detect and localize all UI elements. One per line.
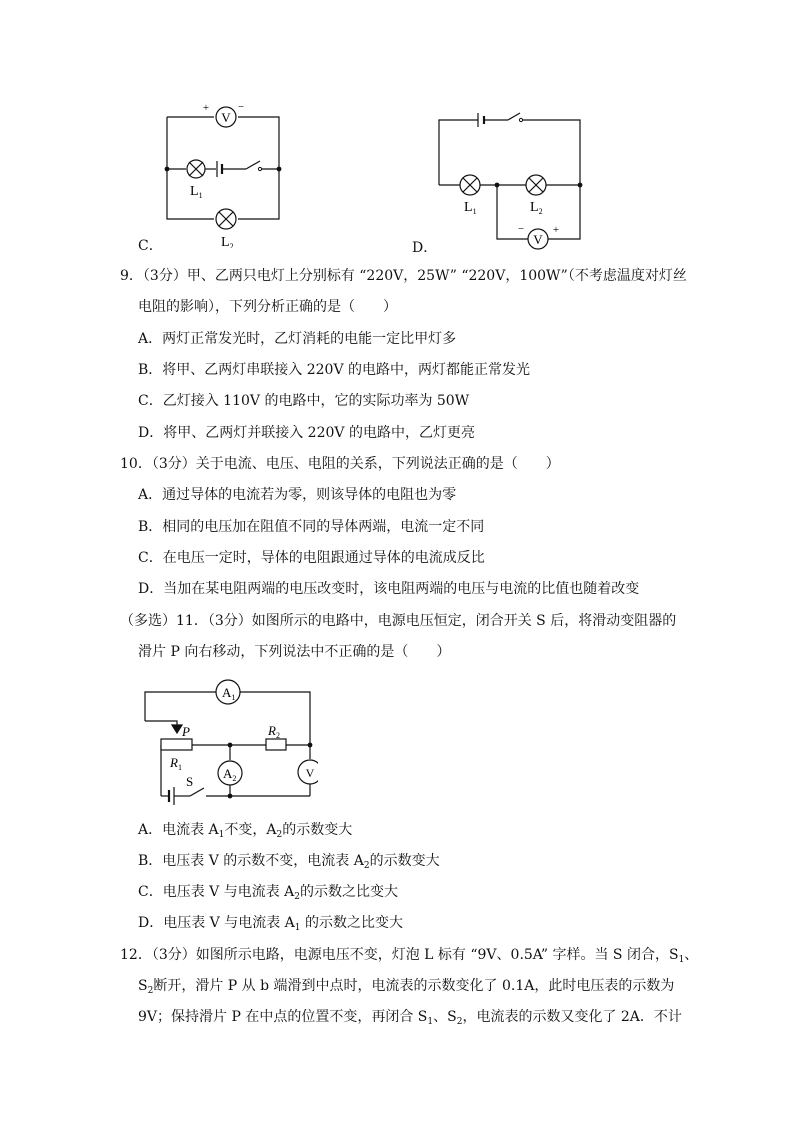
q11-option-a: A．电流表 $A_1$不变，$A_2$的示数变大: [138, 822, 353, 840]
option-d-label: D．: [412, 240, 438, 256]
voltmeter-label: V: [305, 766, 315, 780]
q9-stem-line1: 9．（3分）甲、乙两只电灯上分别标有 “220V，25W” “220V，100W”（不考虑温度对灯丝: [120, 268, 687, 284]
minus-sign: −: [517, 223, 525, 235]
q11-option-d: D．电压表 V 与电流表 $A_1$ 的示数之比变大: [138, 915, 403, 933]
minus-sign: −: [237, 101, 245, 113]
q11-option-c: C．电压表 V 与电流表 $A_2$的示数之比变大: [138, 884, 399, 902]
lamp-l2-label: $L_2$: [221, 235, 234, 248]
q12-line2: $S_2$断开，滑片 P 从 b 端滑到中点时，电流表的示数变化了 0.1A，此时电压表的示数为: [138, 978, 675, 996]
q11-option-b: B．电压表 V 的示数不变，电流表 $A_2$的示数变大: [138, 853, 440, 871]
q10-option-c: C．在电压一定时，导体的电阻跟通过导体的电流成反比: [138, 550, 485, 566]
q10-option-a: A．通过导体的电流若为零，则该导体的电阻也为零: [138, 487, 457, 503]
q9-option-b: B．将甲、乙两灯串联接入 220V 的电路中，两灯都能正常发光: [138, 362, 531, 378]
q12-line3: 9V；保持滑片 P 在中点的位置不变，再闭合 $S_1$、$S_2$，电流表的示数又变化了 2A．不计: [138, 1009, 682, 1027]
voltmeter-label: V: [533, 232, 543, 247]
q9-option-c: C．乙灯接入 110V 的电路中，它的实际功率为 50W: [138, 393, 470, 409]
q10-option-b: B．相同的电压加在阻值不同的导体两端，电流一定不同: [138, 519, 485, 535]
q9-option-a: A．两灯正常发光时，乙灯消耗的电能一定比甲灯多: [138, 331, 457, 347]
voltmeter-label: V: [221, 110, 231, 125]
q11-stem-line1: （多选）11．（3分）如图所示的电路中，电源电压恒定，闭合开关 S 后，将滑动变阻器的: [120, 613, 677, 629]
circuit-figure-d: [430, 104, 590, 254]
lamp-l1-label: $L_1$: [190, 184, 203, 200]
q11-stem-line2: 滑片 P 向右移动，下列说法中不正确的是（ ）: [138, 644, 451, 660]
q9-option-d: D．将甲、乙两灯并联接入 220V 的电路中，乙灯更亮: [138, 425, 475, 441]
ammeter-a1-label: $A_1$: [222, 685, 236, 702]
slider-p-label: P: [182, 724, 190, 739]
q9-stem-line2: 电阻的影响），下列分析正确的是（ ）: [138, 299, 397, 315]
q10-option-d: D．当加在某电阻两端的电压改变时，该电阻两端的电压与电流的比值也随着改变: [138, 581, 640, 597]
plus-sign: +: [552, 224, 560, 236]
lamp-l1-label: $L_1$: [464, 200, 477, 216]
q12-line1: 12．（3分）如图所示电路，电源电压不变，灯泡 L 标有 “9V、0.5A” 字样。当 S 闭合，$S_1$、: [120, 947, 699, 965]
option-c-label: C．: [138, 238, 163, 254]
switch-s-label: S: [186, 774, 194, 789]
q10-stem: 10．（3分）关于电流、电压、电阻的关系，下列说法正确的是（ ）: [120, 456, 560, 472]
resistor-r2-label: $R_2$: [268, 723, 280, 740]
lamp-l2-label: $L_2$: [530, 200, 543, 216]
resistor-r1-label: $R_1$: [170, 755, 182, 772]
plus-sign: +: [202, 102, 210, 114]
ammeter-a2-label: $A_2$: [223, 766, 237, 783]
circuit-figure-c: [150, 98, 300, 248]
circuit-figure-q11: [138, 672, 318, 808]
